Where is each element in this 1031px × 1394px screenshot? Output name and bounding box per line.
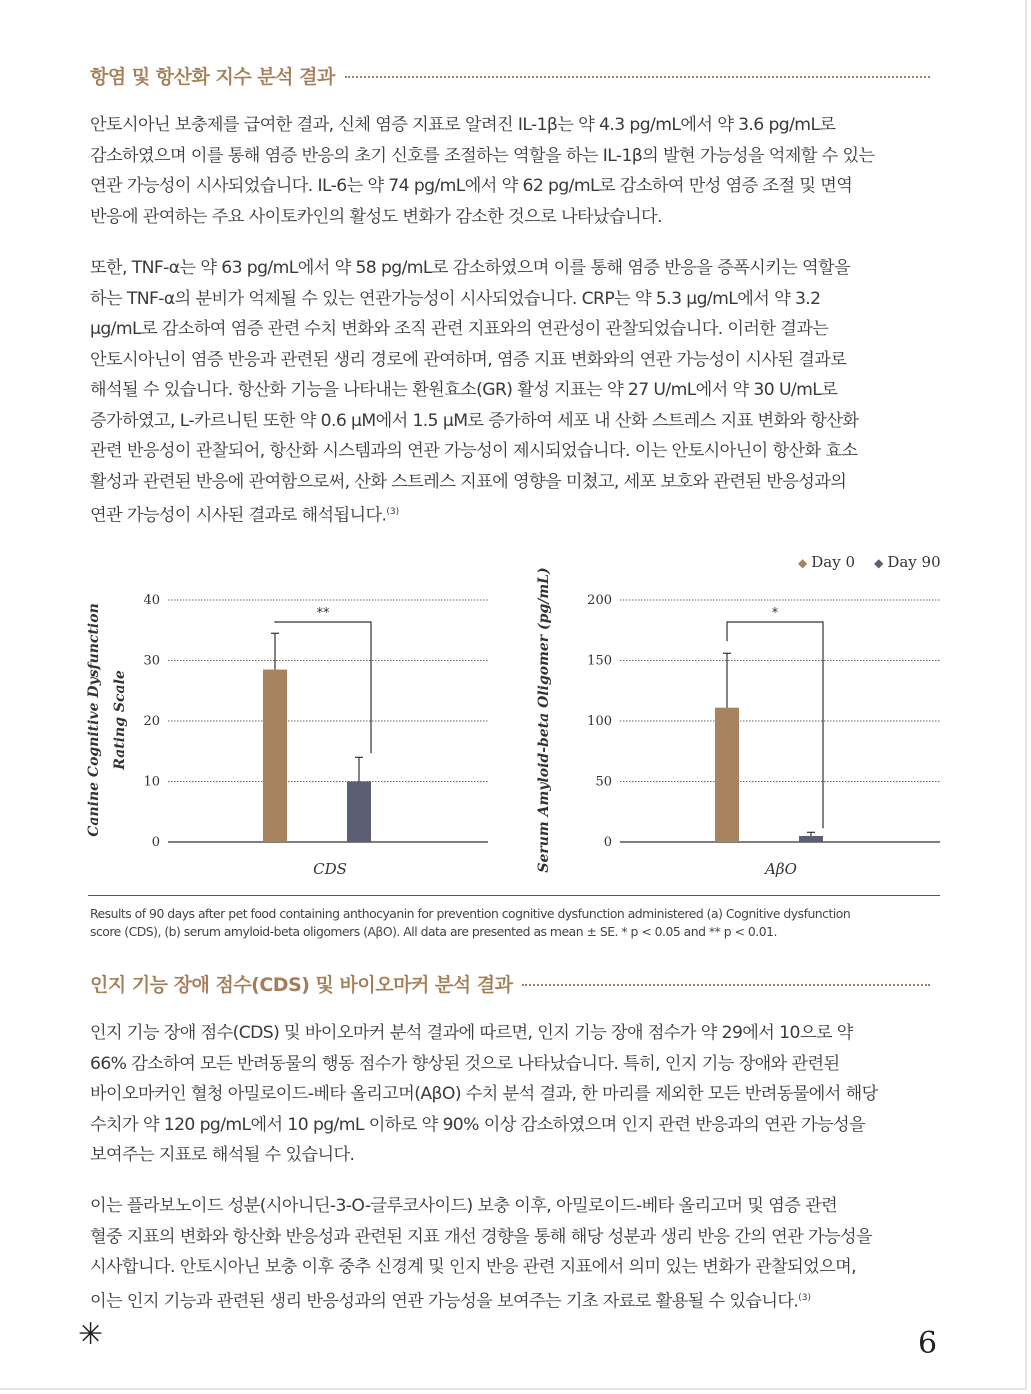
caption-line: score (CDS), (b) serum amyloid-beta oligomers (AβO). All data are presented as mean ± SE. * p < 0.05 and ** p < 0.01. — [90, 924, 777, 939]
text-line: 바이오마커인 혈청 아밀로이드-베타 올리고머(AβO) 수치 분석 결과, 한 마리를 제외한 모든 반려동물에서 해당 — [90, 1084, 878, 1104]
significance-marker: * — [771, 606, 779, 621]
section-heading-cds — [90, 968, 930, 998]
legend-day90-label: Day 90 — [887, 553, 941, 571]
figure-caption — [90, 905, 940, 941]
text-line: 관련 반응성이 관찰되어, 항산화 시스템과의 연관 가능성이 제시되었습니다. 이는 안토시아닌이 항산화 효소 — [90, 441, 858, 461]
text-line: 시사합니다. 안토시아닌 보충 이후 중추 신경계 및 인지 반응 관련 지표에서 의미 있는 변화가 관찰되었으며, — [90, 1257, 856, 1277]
text-line: 활성과 관련된 반응에 관여함으로써, 산화 스트레스 지표에 영향을 미쳤고, 세포 보호와 관련된 반응성과의 — [90, 471, 847, 492]
y-tick-label: 0 — [151, 835, 160, 850]
y-axis-label: Rating Scale — [112, 670, 128, 770]
text-line: 보여주는 지표로 해석될 수 있습니다. — [90, 1145, 355, 1165]
y-tick-label: 20 — [143, 714, 160, 729]
section-title: 항염 및 항산화 지수 분석 결과 — [90, 65, 335, 88]
section-title: 인지 기능 장애 점수(CDS) 및 바이오마커 분석 결과 — [90, 973, 513, 996]
reference-marker: (3) — [386, 507, 400, 517]
y-tick-label: 10 — [143, 774, 160, 790]
text-line: 안토시아닌 보충제를 급여한 결과, 신체 염증 지표로 알려진 IL-1β는 약 4.3 pg/mL에서 약 3.6 pg/mL로 — [90, 115, 836, 135]
paragraph — [90, 253, 940, 531]
y-tick-label: 150 — [587, 653, 612, 669]
legend-day90-marker: ◆ — [874, 556, 884, 570]
dotted-leader — [522, 984, 930, 986]
y-tick-label: 0 — [603, 835, 612, 850]
text-line: 해석될 수 있습니다. 항산화 기능을 나타내는 환원효소(GR) 활성 지표는 약 27 U/mL에서 약 30 U/mL로 — [90, 380, 838, 400]
y-tick-label: 50 — [595, 774, 612, 790]
text-line — [90, 1283, 940, 1317]
page-number: 6 — [918, 1326, 938, 1361]
x-axis-label: CDS — [313, 860, 347, 878]
y-axis-label: Serum Amyloid-beta Oligomer (pg/mL) — [536, 567, 552, 873]
paragraph — [90, 110, 940, 232]
legend-day0-label: Day 0 — [811, 553, 855, 571]
text-line-content: 이는 인지 기능과 관련된 생리 반응성과의 연관 가능성을 보여주는 기초 자료로 활용될 수 있습니다. — [90, 1291, 799, 1312]
text-line: 또한, TNF-α는 약 63 pg/mL에서 약 58 pg/mL로 감소하였으며 이를 통해 염증 반응을 증폭시키는 역할을 — [90, 258, 851, 278]
y-tick-label: 30 — [143, 653, 160, 669]
y-tick-label: 100 — [587, 714, 612, 729]
text-line: 인지 기능 장애 점수(CDS) 및 바이오마커 분석 결과에 따르면, 인지 기능 장애 점수가 약 29에서 10으로 약 — [90, 1023, 853, 1043]
chart-legend — [798, 553, 941, 571]
significance-marker: ** — [316, 606, 330, 621]
y-tick-label: 200 — [587, 593, 612, 608]
text-line: 증가하였고, L-카르니틴 또한 약 0.6 μM에서 1.5 μM로 증가하여 세포 내 산화 스트레스 지표 변화와 항산화 — [90, 410, 859, 431]
text-line: μg/mL로 감소하여 염증 관련 수치 변화와 조직 관련 지표와의 연관성이 관찰되었습니다. 이러한 결과는 — [90, 319, 829, 339]
text-line: 이는 플라보노이드 성분(시아니딘-3-O-글루코사이드) 보충 이후, 아밀로이드-베타 올리고머 및 염증 관련 — [90, 1196, 838, 1216]
x-axis-label: AβO — [765, 860, 797, 878]
text-line: 하는 TNF-α의 분비가 억제될 수 있는 연관가능성이 시사되었습니다. CRP는 약 5.3 μg/mL에서 약 3.2 — [90, 288, 821, 309]
asterisk-ornament-icon: ✳ — [78, 1317, 104, 1352]
paragraph — [90, 1018, 940, 1171]
text-line: 반응에 관여하는 주요 사이토카인의 활성도 변화가 감소한 것으로 나타났습니다. — [90, 206, 662, 227]
caption-divider — [88, 895, 940, 896]
text-line: 66% 감소하여 모든 반려동물의 행동 점수가 향상된 것으로 나타났습니다. 특히, 인지 기능 장애와 관련된 — [90, 1053, 840, 1074]
paragraph — [90, 1191, 940, 1317]
caption-line: Results of 90 days after pet food containing anthocyanin for prevention cognitive dysfunction administered (a) Cognitive dysfunction — [90, 906, 851, 921]
text-line: 수치가 약 120 pg/mL에서 10 pg/mL 이하로 약 90% 이상 감소하였으며 인지 관련 반응과의 연관 가능성을 — [90, 1114, 865, 1135]
reference-marker: (3) — [798, 1292, 811, 1303]
text-line — [90, 497, 940, 531]
y-tick-label: 40 — [143, 593, 160, 608]
text-line: 연관 가능성이 시사되었습니다. IL-6는 약 74 pg/mL에서 약 62 pg/mL로 감소하여 만성 염증 조절 및 면역 — [90, 176, 853, 196]
y-axis-label: Canine Cognitive Dysfunction — [86, 603, 102, 837]
section-heading-antiinflammatory — [90, 60, 930, 90]
legend-day0-marker: ◆ — [798, 556, 808, 570]
text-line: 안토시아닌이 염증 반응과 관련된 생리 경로에 관여하며, 염증 지표 변화와의 연관 가능성이 시사된 결과로 — [90, 349, 847, 370]
text-line-content: 연관 가능성이 시사된 결과로 해석됩니다. — [90, 505, 387, 526]
text-line: 혈중 지표의 변화와 항산화 반응성과 관련된 지표 개선 경향을 통해 해당 성분과 생리 반응 간의 연관 가능성을 — [90, 1226, 872, 1247]
dotted-leader — [345, 76, 930, 78]
text-line: 감소하였으며 이를 통해 염증 반응의 초기 신호를 조절하는 역할을 하는 IL-1β의 발현 가능성을 억제할 수 있는 — [90, 145, 875, 166]
